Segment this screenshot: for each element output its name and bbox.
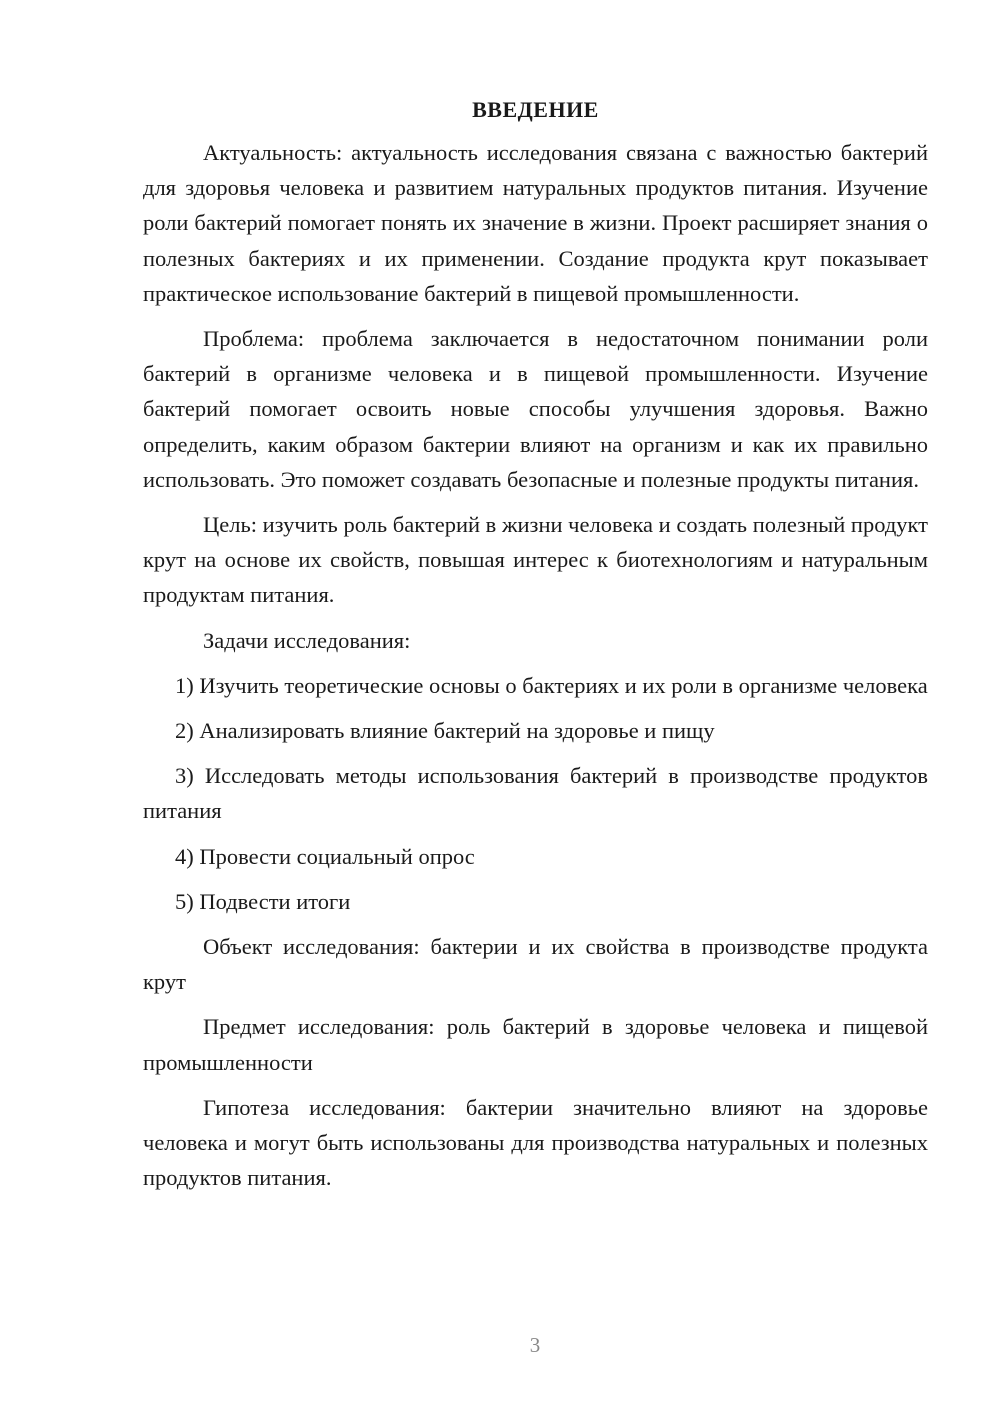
paragraph-hypothesis: Гипотеза исследования: бактерии значительно влияют на здоровье человека и могут быть использованы для производства натуральных и полезных продуктов питания. [143,1094,928,1191]
task-item-3: 3) Исследовать методы использования бактерий в производстве продуктов питания [143,763,928,824]
page-title: ВВЕДЕНИЕ [472,97,599,122]
task-item-4: 4) Провести социальный опрос [175,843,475,869]
task-item-1: 1) Изучить теоретические основы о бактериях и их роли в организме человека [175,672,928,698]
task-item-2: 2) Анализировать влияние бактерий на здоровье и пищу [175,718,715,744]
paragraph-subject: Предмет исследования: роль бактерий в здоровье человека и пищевой промышленности [143,1014,928,1075]
paragraph-problem: Проблема: проблема заключается в недостаточном понимании роли бактерий в организме человека и в пищевой промышленности. Изучение бактерий помогает освоить новые способы улучшения здоровья. Важно определить, каким образом бактерии влияют на организм и как их правильно использовать. Это поможет создавать безопасные и полезные продукты питания. [143,326,928,492]
task-item-5: 5) Подвести итоги [175,888,351,914]
tasks-heading: Задачи исследования: [203,627,411,653]
page-content [143,95,928,1205]
paragraph-goal: Цель: изучить роль бактерий в жизни человека и создать полезный продукт крут на основе их свойств, повышая интерес к биотехнологиям и натуральным продуктам питания. [143,512,928,608]
paragraph-relevance: Актуальность: актуальность исследования связана с важностью бактерий для здоровья человека и развитием натуральных продуктов питания. Изучение роли бактерий помогает понять их значение в жизни. Проект расширяет знания о полезных бактериях и их применении. Создание продукта крут показывает практическое использование бактерий в пищевой промышленности. [143,140,928,306]
paragraph-object: Объект исследования: бактерии и их свойства в производстве продукта крут [143,934,928,995]
page-number: 3 [529,1333,541,1357]
